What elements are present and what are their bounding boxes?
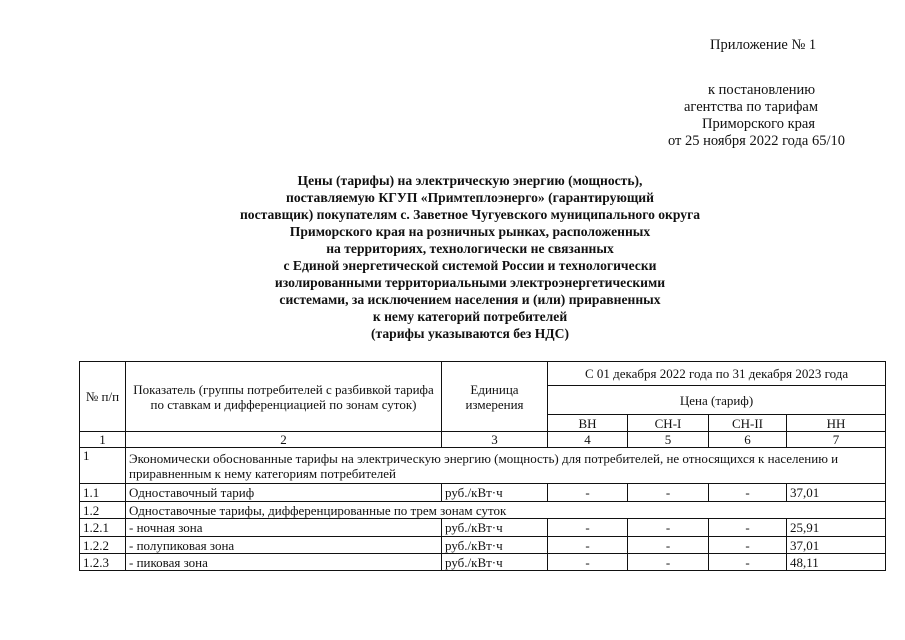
row-num: 1.2: [80, 502, 126, 519]
title-line: на территориях, технологически не связанных: [326, 241, 614, 256]
title-line: к нему категорий потребителей: [372, 309, 568, 324]
col-number: 2: [126, 432, 442, 448]
row-label: - ночная зона: [126, 519, 442, 537]
title-line: Приморского края на розничных рынках, расположенных: [289, 224, 651, 239]
header-level-nn: НН: [787, 415, 886, 432]
header-level-sn1: СН-I: [628, 415, 709, 432]
col-number: 4: [548, 432, 628, 448]
row-unit: руб./кВт·ч: [442, 484, 548, 502]
table-row: [80, 448, 886, 484]
tariff-table: [79, 361, 886, 571]
col-number: 7: [787, 432, 886, 448]
row-num: 1.2.3: [80, 554, 126, 571]
appendix-title: Приложение № 1: [710, 37, 817, 53]
col-number: 6: [709, 432, 787, 448]
table-row: [80, 502, 886, 519]
row-sn2: -: [709, 554, 787, 571]
row-label: - полупиковая зона: [126, 537, 442, 554]
table-row: [80, 484, 886, 502]
header-period: С 01 декабря 2022 года по 31 декабря 2023 года: [548, 362, 886, 386]
row-num: 1.1: [80, 484, 126, 502]
row-sn2: -: [709, 484, 787, 502]
row-sn1: -: [628, 537, 709, 554]
row-nn: 37,01: [787, 537, 886, 554]
title-line: (тарифы указываются без НДС): [370, 326, 570, 341]
appendix-line: от 25 ноября 2022 года 65/10: [668, 133, 845, 149]
header-price: Цена (тариф): [548, 386, 886, 415]
header-unit: Единица измерения: [442, 362, 548, 432]
row-nn: 48,11: [787, 554, 886, 571]
row-sn1: -: [628, 519, 709, 537]
row-num: 1.2.1: [80, 519, 126, 537]
col-number: 1: [80, 432, 126, 448]
row-vn: -: [548, 484, 628, 502]
row-label: - пиковая зона: [126, 554, 442, 571]
row-unit: руб./кВт·ч: [442, 554, 548, 571]
row-nn: 37,01: [787, 484, 886, 502]
row-sn1: -: [628, 554, 709, 571]
appendix-line: Приморского края: [702, 116, 816, 132]
appendix-line: к постановлению: [708, 82, 816, 98]
row-num: 1: [80, 448, 126, 484]
row-vn: -: [548, 554, 628, 571]
title-line: поставляемую КГУП «Примтеплоэнерго» (гарантирующий: [286, 190, 654, 205]
row-vn: -: [548, 537, 628, 554]
table-row: [80, 554, 886, 571]
row-num: 1.2.2: [80, 537, 126, 554]
title-line: поставщик) покупателям с. Заветное Чугуевского муниципального округа: [239, 207, 701, 222]
row-sn2: -: [709, 519, 787, 537]
row-vn: -: [548, 519, 628, 537]
header-indicator: Показатель (группы потребителей с разбивкой тарифа по ставкам и дифференциацией по зонам суток): [126, 362, 442, 432]
header-num: № п/п: [80, 362, 126, 432]
row-label: Экономически обоснованные тарифы на электрическую энергию (мощность) для потребителей, не относящихся к населению и приравненным к нему категориям потребителей: [126, 448, 886, 484]
title-line: системами, за исключением населения и (или) приравненных: [279, 292, 661, 307]
col-number: 5: [628, 432, 709, 448]
table-row: [80, 519, 886, 537]
header-row: [80, 362, 886, 386]
row-nn: 25,91: [787, 519, 886, 537]
header-level-vn: ВН: [548, 415, 628, 432]
column-number-row: [80, 432, 886, 448]
row-label: Одноставочный тариф: [126, 484, 442, 502]
row-unit: руб./кВт·ч: [442, 537, 548, 554]
row-unit: руб./кВт·ч: [442, 519, 548, 537]
row-sn1: -: [628, 484, 709, 502]
row-sn2: -: [709, 537, 787, 554]
col-number: 3: [442, 432, 548, 448]
row-label: Одноставочные тарифы, дифференцированные по трем зонам суток: [126, 502, 886, 519]
table-row: [80, 537, 886, 554]
header-level-sn2: СН-II: [709, 415, 787, 432]
title-line: Цены (тарифы) на электрическую энергию (мощность),: [297, 173, 643, 188]
appendix-line: агентства по тарифам: [684, 99, 818, 115]
document-title: [130, 172, 810, 342]
title-line: с Единой энергетической системой России и технологически: [283, 258, 657, 273]
title-line: изолированными территориальными электроэнергетическими: [274, 275, 666, 290]
